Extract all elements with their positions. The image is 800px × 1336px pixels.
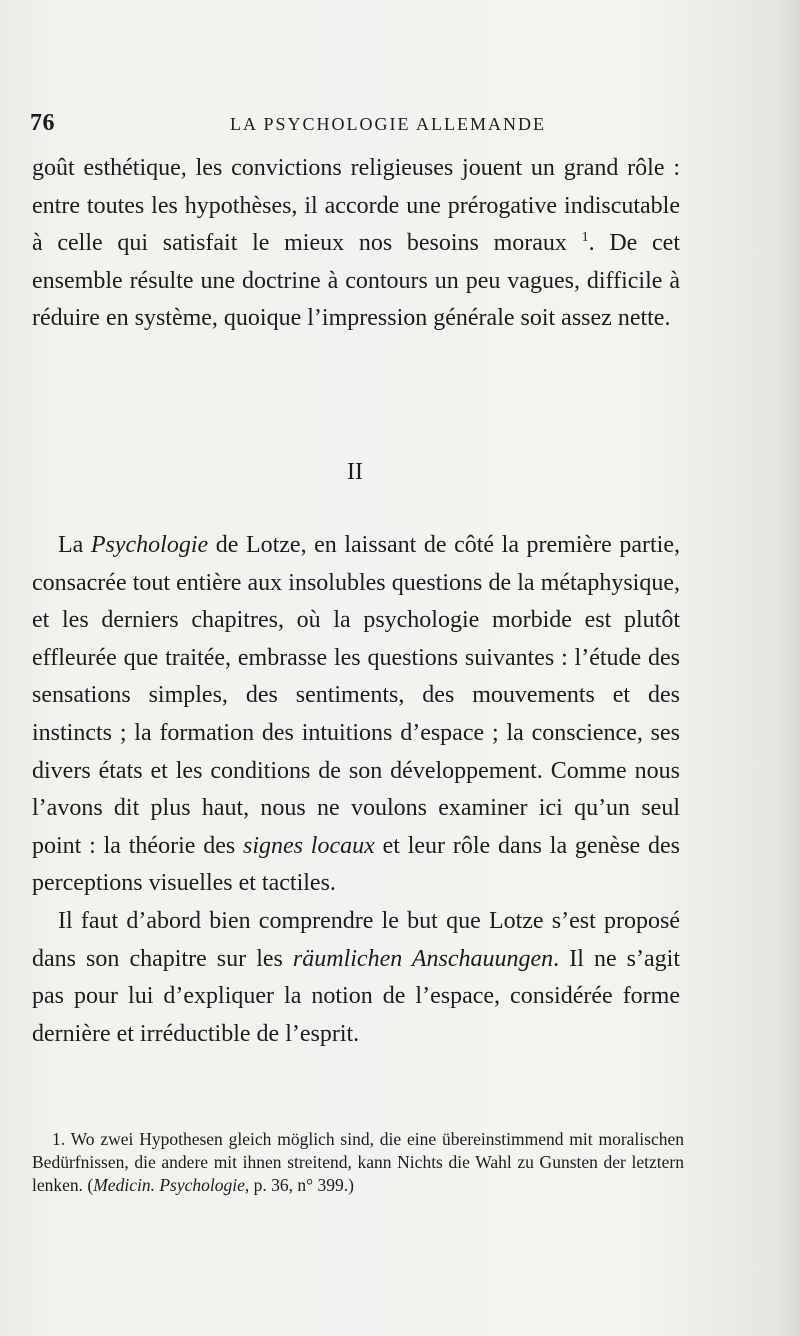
paragraph-3: Il faut d’abord bien comprendre le but que Lotze s’est proposé dans son chapitre sur les räumlichen Anschauungen. Il ne s’agit pas pour lui d’expliquer la notion de l’espace, considérée forme dernière et irréductible de l’esprit. — [32, 907, 680, 1047]
footnote — [32, 1128, 684, 1197]
paragraph-1: goût esthétique, les convictions religieuses jouent un grand rôle : entre toutes les hypothèses, il accorde une prérogative indiscutable à celle qui satisfait le mieux nos besoins moraux $^1$. De cet ensemble résulte une doctrine à contours un peu vagues, difficile à réduire en système, quoique l’impression générale soit assez nette. — [32, 155, 680, 332]
section-heading: II — [347, 459, 363, 485]
paragraph-2: La Psychologie de Lotze, en laissant de côté la première partie, consacrée tout entière aux insolubles questions de la métaphysique, et les derniers chapitres, où la psychologie morbide est plutôt effleurée que traitée, embrasse les questions suivantes : l’étude des sensations simples, des sentiments, des mouvements et des instincts ; la formation des intuitions d’espace ; la conscience, ses divers états et les conditions de son développement. Comme nous l’avons dit plus haut, nous ne voulons examiner ici qu’un seul point : la théorie des signes locaux et leur rôle dans la genèse des perceptions visuelles et tactiles. — [32, 532, 681, 897]
footnote-text: 1. Wo zwei Hypothesen gleich möglich sind, die eine übereinstimmend mit moralischen Bedürfnissen, die andere mit ihnen streitend, kann Nichts die Wahl zu Gunsten der letztern lenken. (Medicin. Psychologie, p. 36, n° 399.) — [32, 1129, 684, 1195]
footnote-marker: 1. — [52, 1129, 66, 1149]
footnote-reference: 1 — [581, 230, 589, 246]
page-number: 76 — [30, 110, 55, 136]
section-body — [32, 527, 680, 1053]
running-head: LA PSYCHOLOGIE ALLEMANDE — [230, 114, 546, 134]
paragraph-continuation — [32, 150, 680, 338]
page-header — [30, 110, 690, 140]
